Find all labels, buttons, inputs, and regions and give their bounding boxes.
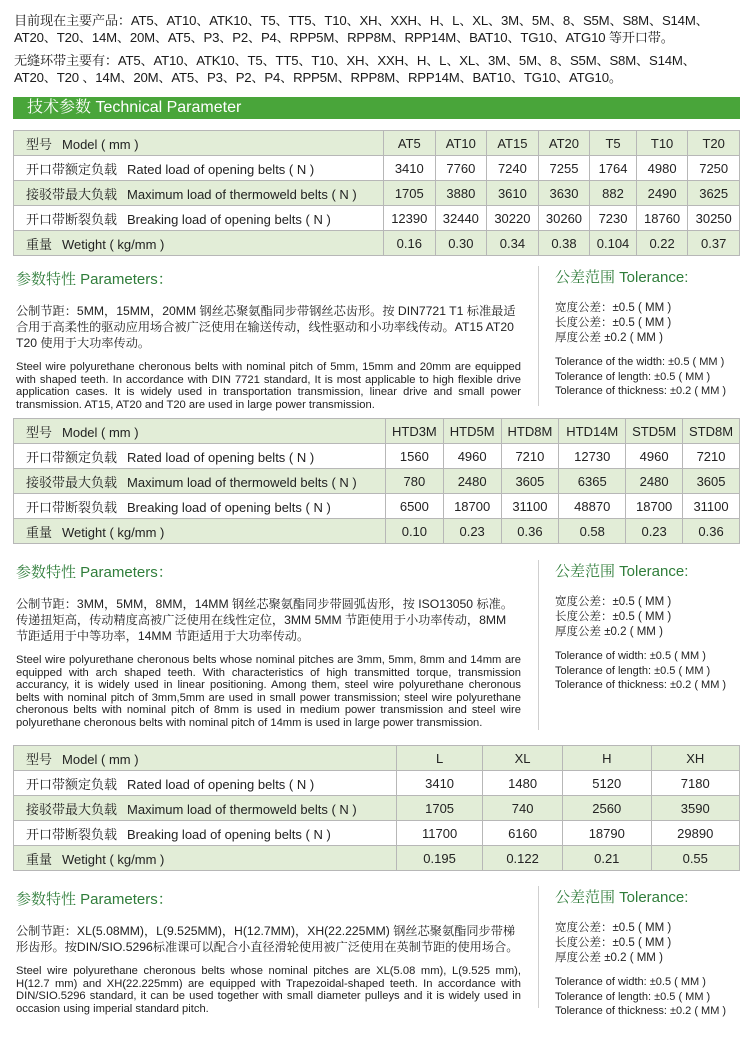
value-cell: 18700	[626, 494, 683, 519]
value-cell: 7180	[651, 771, 740, 796]
model-header-cell: XH	[651, 746, 740, 771]
value-cell: 7240	[487, 156, 539, 181]
tolerance-item-cn: 厚度公差 ±0.2 ( MM )	[555, 332, 663, 344]
row-label	[14, 771, 397, 796]
row-label-en: Model ( mm )	[62, 424, 139, 440]
tolerance-item-en: Tolerance of thickness: ±0.2 ( MM )	[555, 679, 727, 691]
tolerance-item-cn: 长度公差：±0.5 ( MM )	[555, 611, 672, 623]
value-cell: 882	[590, 181, 637, 206]
tolerance-item-en: Tolerance of length: ±0.5 ( MM )	[555, 990, 711, 1003]
value-cell: 3630	[538, 181, 590, 206]
parameters-title: 参数特性 Parameters：	[16, 271, 173, 288]
value-cell: 30260	[538, 206, 590, 231]
value-cell: 29890	[651, 821, 740, 846]
row-label-en: Breaking load of opening belts ( N )	[127, 826, 331, 842]
tolerance-item-en: Tolerance of length: ±0.5 ( MM )	[555, 664, 711, 677]
value-cell: 30220	[487, 206, 539, 231]
model-header-cell: T5	[590, 131, 637, 156]
parameters-section-3	[16, 888, 521, 1015]
tolerance-section-3	[538, 886, 745, 1017]
value-cell: 5120	[563, 771, 651, 796]
parameters-section-1	[16, 268, 521, 411]
value-cell: 18700	[443, 494, 501, 519]
row-label-en: Model ( mm )	[62, 751, 139, 767]
row-label-cn: 重量	[26, 851, 53, 867]
row-label	[14, 181, 384, 206]
row-label	[14, 494, 386, 519]
row-label	[14, 821, 397, 846]
row-label	[14, 156, 384, 181]
value-cell: 1560	[386, 444, 444, 469]
model-header-cell: AT20	[538, 131, 590, 156]
table-header-row	[14, 746, 740, 771]
model-header-cell: L	[397, 746, 483, 771]
row-label	[14, 231, 384, 256]
value-cell: 0.30	[435, 231, 487, 256]
value-cell: 0.36	[501, 519, 559, 544]
value-cell: 3410	[384, 156, 436, 181]
tolerance-item-cn: 长度公差：±0.5 ( MM )	[555, 937, 672, 949]
value-cell: 6500	[386, 494, 444, 519]
tolerance-item-cn: 长度公差：±0.5 ( MM )	[555, 317, 672, 329]
row-label	[14, 519, 386, 544]
tolerance-item-cn: 宽度公差：±0.5 ( MM )	[555, 922, 672, 934]
value-cell: 4960	[443, 444, 501, 469]
row-label-cn: 型号	[26, 424, 53, 440]
open-belts-intro: 目前现在主要产品：AT5、AT10、ATK10、T5、TT5、T10、XH、XXH、H、L、XL、3M、5M、8、S5M、S8M、S14M、AT20、T20、14M、20M、AT5、P3、P2、P4、RPP5M、RPP8M、RPP14M、BAT10、TG10、ATG10 等开口带。	[14, 13, 709, 45]
value-cell: 7210	[683, 444, 740, 469]
row-label-en: Breaking load of opening belts ( N )	[127, 499, 331, 515]
value-cell: 30250	[688, 206, 740, 231]
value-cell: 31100	[501, 494, 559, 519]
model-header-cell: HTD3M	[386, 419, 444, 444]
tolerance-item-cn: 厚度公差 ±0.2 ( MM )	[555, 626, 663, 638]
value-cell: 2560	[563, 796, 651, 821]
row-label-en: Wetight ( kg/mm )	[62, 524, 165, 540]
row-label-en: Wetight ( kg/mm )	[62, 236, 165, 252]
table-row	[14, 796, 740, 821]
table-header-row	[14, 419, 740, 444]
row-label-cn: 开口带断裂负载	[26, 211, 118, 227]
model-header-cell: HTD8M	[501, 419, 559, 444]
value-cell: 12730	[559, 444, 626, 469]
value-cell: 1764	[590, 156, 637, 181]
tolerance-cn-list	[555, 595, 745, 640]
value-cell: 0.10	[386, 519, 444, 544]
model-header-cell: HTD14M	[559, 419, 626, 444]
tolerance-en-list	[555, 355, 745, 399]
tolerance-item-en: Tolerance of width: ±0.5 ( MM )	[555, 976, 706, 988]
value-cell: 3610	[487, 181, 539, 206]
row-label-en: Model ( mm )	[62, 136, 139, 152]
value-cell: 0.122	[483, 846, 563, 871]
value-cell: 0.34	[487, 231, 539, 256]
value-cell: 0.55	[651, 846, 740, 871]
value-cell: 3605	[683, 469, 740, 494]
table-row	[14, 846, 740, 871]
row-label-cn: 接驳带最大负载	[26, 474, 118, 490]
row-label-en: Maximum load of thermoweld belts ( N )	[127, 801, 357, 817]
value-cell: 3625	[688, 181, 740, 206]
table-row	[14, 821, 740, 846]
parameters-title: 参数特性 Parameters：	[16, 891, 173, 908]
row-label-cn: 型号	[26, 136, 53, 152]
row-label	[14, 444, 386, 469]
value-cell: 0.37	[688, 231, 740, 256]
row-label-cn: 重量	[26, 236, 53, 252]
row-label	[14, 469, 386, 494]
tolerance-item-cn: 厚度公差 ±0.2 ( MM )	[555, 952, 663, 964]
row-label-cn: 重量	[26, 524, 53, 540]
value-cell: 7255	[538, 156, 590, 181]
value-cell: 18790	[563, 821, 651, 846]
value-cell: 6160	[483, 821, 563, 846]
tolerance-section-2	[538, 560, 745, 730]
row-label-cn: 开口带额定负载	[26, 449, 118, 465]
parameters-text-cn: 公制节距：XL(5.08MM)，L(9.525MM)，H(12.7MM)，XH(22.225MM) 钢丝芯聚氨酯同步带梯形齿形。按DIN/SIO.5296标准课可以配合小直径滑轮使用被广泛使用在英制节距的使用场合。	[16, 924, 519, 954]
table-header-row	[14, 131, 740, 156]
value-cell: 11700	[397, 821, 483, 846]
value-cell: 48870	[559, 494, 626, 519]
row-label-en: Maximum load of thermoweld belts ( N )	[127, 474, 357, 490]
row-label-cn: 开口带额定负载	[26, 776, 118, 792]
row-label	[14, 419, 386, 444]
value-cell: 12390	[384, 206, 436, 231]
value-cell: 1705	[384, 181, 436, 206]
value-cell: 3410	[397, 771, 483, 796]
table-row	[14, 231, 740, 256]
row-label-cn: 开口带断裂负载	[26, 826, 118, 842]
parameters-section-2	[16, 561, 521, 730]
table-row	[14, 494, 740, 519]
tolerance-title: 公差范围 Tolerance:	[555, 269, 689, 286]
model-header-cell: T10	[636, 131, 688, 156]
row-label-en: Breaking load of opening belts ( N )	[127, 211, 331, 227]
spec-table-htd-std	[13, 418, 740, 544]
table-row	[14, 181, 740, 206]
row-label-cn: 型号	[26, 751, 53, 767]
tolerance-item-en: Tolerance of length: ±0.5 ( MM )	[555, 370, 711, 383]
value-cell: 2480	[443, 469, 501, 494]
tolerance-cn-list	[555, 301, 745, 346]
value-cell: 18760	[636, 206, 688, 231]
value-cell: 0.22	[636, 231, 688, 256]
row-label	[14, 796, 397, 821]
value-cell: 3590	[651, 796, 740, 821]
tolerance-en-list	[555, 975, 745, 1019]
parameters-text-cn: 公制节距：5MM，15MM，20MM 钢丝芯聚氨酯同步带钢丝芯齿形。按 DIN7721 T1 标准最适合用于高柔性的驱动应用场合被广泛使用在输送传动，线性驱动和小功率线传动。AT15 AT20 T20 使用于大功率传动。	[16, 304, 516, 350]
model-header-cell: HTD5M	[443, 419, 501, 444]
model-header-cell: AT5	[384, 131, 436, 156]
value-cell: 3880	[435, 181, 487, 206]
row-label-cn: 接驳带最大负载	[26, 186, 118, 202]
tolerance-title: 公差范围 Tolerance:	[555, 563, 689, 580]
parameters-text-en: Steel wire polyurethane cheronous belts whose nominal pitches are 3mm, 5mm, 8mm and 14mm are equipped with arch shaped teeth. With characteristics of high transmitted torque, transmission accurancy, it is widely used in linear positioning. Among them, steel wire polyurethane cheronous belts with nominal pitch of 3mm,5mm are used in small power transmission; steel wire polyurethane cheronous belts with nominal pitch of 8mm is used in medium power transmission and steel wire polyurethane cheronous belts with nominal pitch of 14mm is used in large power transmission.	[16, 654, 521, 729]
model-header-cell: AT10	[435, 131, 487, 156]
table-row	[14, 519, 740, 544]
tolerance-item-en: Tolerance of the width: ±0.5 ( MM )	[555, 356, 725, 368]
value-cell: 7250	[688, 156, 740, 181]
model-header-cell: AT15	[487, 131, 539, 156]
row-label-en: Wetight ( kg/mm )	[62, 851, 165, 867]
table-row	[14, 444, 740, 469]
value-cell: 6365	[559, 469, 626, 494]
parameters-title: 参数特性 Parameters：	[16, 564, 173, 581]
tolerance-section-1	[538, 266, 745, 406]
table-row	[14, 206, 740, 231]
model-header-cell: STD8M	[683, 419, 740, 444]
value-cell: 1705	[397, 796, 483, 821]
technical-parameter-banner: 技术参数 Technical Parameter	[13, 97, 740, 119]
value-cell: 0.58	[559, 519, 626, 544]
value-cell: 4980	[636, 156, 688, 181]
endless-belts-intro: 无缝环带主要有：AT5、AT10、ATK10、T5、TT5、T10、XH、XXH、H、L、XL、3M、5M、8、S5M、S8M、S14M、AT20、T20 、14M、20M、AT5、P3、P2、P4、RPP5M、RPP8M、RPP14M、BAT10、TG10、ATG10。	[14, 53, 696, 85]
value-cell: 780	[386, 469, 444, 494]
value-cell: 31100	[683, 494, 740, 519]
value-cell: 1480	[483, 771, 563, 796]
row-label-en: Rated load of opening belts ( N )	[127, 776, 315, 792]
model-header-cell: T20	[688, 131, 740, 156]
row-label	[14, 131, 384, 156]
value-cell: 0.23	[626, 519, 683, 544]
value-cell: 0.195	[397, 846, 483, 871]
value-cell: 4960	[626, 444, 683, 469]
value-cell: 3605	[501, 469, 559, 494]
value-cell: 2490	[636, 181, 688, 206]
value-cell: 2480	[626, 469, 683, 494]
model-header-cell: STD5M	[626, 419, 683, 444]
row-label-cn: 接驳带最大负载	[26, 801, 118, 817]
tolerance-item-en: Tolerance of width: ±0.5 ( MM )	[555, 650, 706, 662]
parameters-text-cn: 公制节距：3MM，5MM，8MM，14MM 钢丝芯聚氨酯同步带圆弧齿形，按 ISO13050 标准。传递扭矩高，传动精度高被广泛使用在线性定位，3MM 5MM 节距使用于小功率传动，8MM 节距适用于中等功率，14MM 节距适用于大功率传动。	[16, 597, 514, 643]
row-label-en: Rated load of opening belts ( N )	[127, 449, 315, 465]
table-row	[14, 771, 740, 796]
row-label	[14, 746, 397, 771]
value-cell: 7230	[590, 206, 637, 231]
row-label	[14, 206, 384, 231]
value-cell: 7210	[501, 444, 559, 469]
table-row	[14, 469, 740, 494]
row-label-en: Rated load of opening belts ( N )	[127, 161, 315, 177]
parameters-text-en: Steel wire polyurethane cheronous belts with nominal pitch of 5mm, 15mm and 20mm are equipped with shaped teeth. In accordance with DIN 7721 standard, It is most applicable to high flexible drive application cases. It is widely used in transportation transmission, linear drive and small power transmission. AT15, AT20 and T20 are used in large power transmission.	[16, 361, 521, 411]
spec-table-l-xl-h-xh	[13, 745, 740, 871]
tolerance-cn-list	[555, 921, 745, 966]
value-cell: 0.16	[384, 231, 436, 256]
parameters-text-en: Steel wire polyurethane cheronous belts whose nominal pitches are XL(5.08 mm), L(9.525 mm), H(12.7 mm) and XH(22.225mm) are equipped with Trapezoidal-shaped teeth. In accordance with DIN/SIO.5296 standard, it can be used together with small diameter pulleys and it is widely used in occasion using imperial standard pitch.	[16, 965, 521, 1015]
model-header-cell: XL	[483, 746, 563, 771]
row-label-cn: 开口带断裂负载	[26, 499, 118, 515]
value-cell: 0.36	[683, 519, 740, 544]
row-label-en: Maximum load of thermoweld belts ( N )	[127, 186, 357, 202]
row-label	[14, 846, 397, 871]
value-cell: 0.21	[563, 846, 651, 871]
value-cell: 7760	[435, 156, 487, 181]
value-cell: 0.104	[590, 231, 637, 256]
tolerance-item-en: Tolerance of thickness: ±0.2 ( MM )	[555, 1005, 727, 1017]
tolerance-title: 公差范围 Tolerance:	[555, 889, 689, 906]
value-cell: 0.38	[538, 231, 590, 256]
tolerance-item-en: Tolerance of thickness: ±0.2 ( MM )	[555, 385, 727, 397]
model-header-cell: H	[563, 746, 651, 771]
value-cell: 0.23	[443, 519, 501, 544]
spec-table-at-t	[13, 130, 740, 256]
value-cell: 32440	[435, 206, 487, 231]
value-cell: 740	[483, 796, 563, 821]
tolerance-en-list	[555, 649, 745, 693]
tolerance-item-cn: 宽度公差：±0.5 ( MM )	[555, 596, 672, 608]
row-label-cn: 开口带额定负载	[26, 161, 118, 177]
table-row	[14, 156, 740, 181]
tolerance-item-cn: 宽度公差：±0.5 ( MM )	[555, 302, 672, 314]
